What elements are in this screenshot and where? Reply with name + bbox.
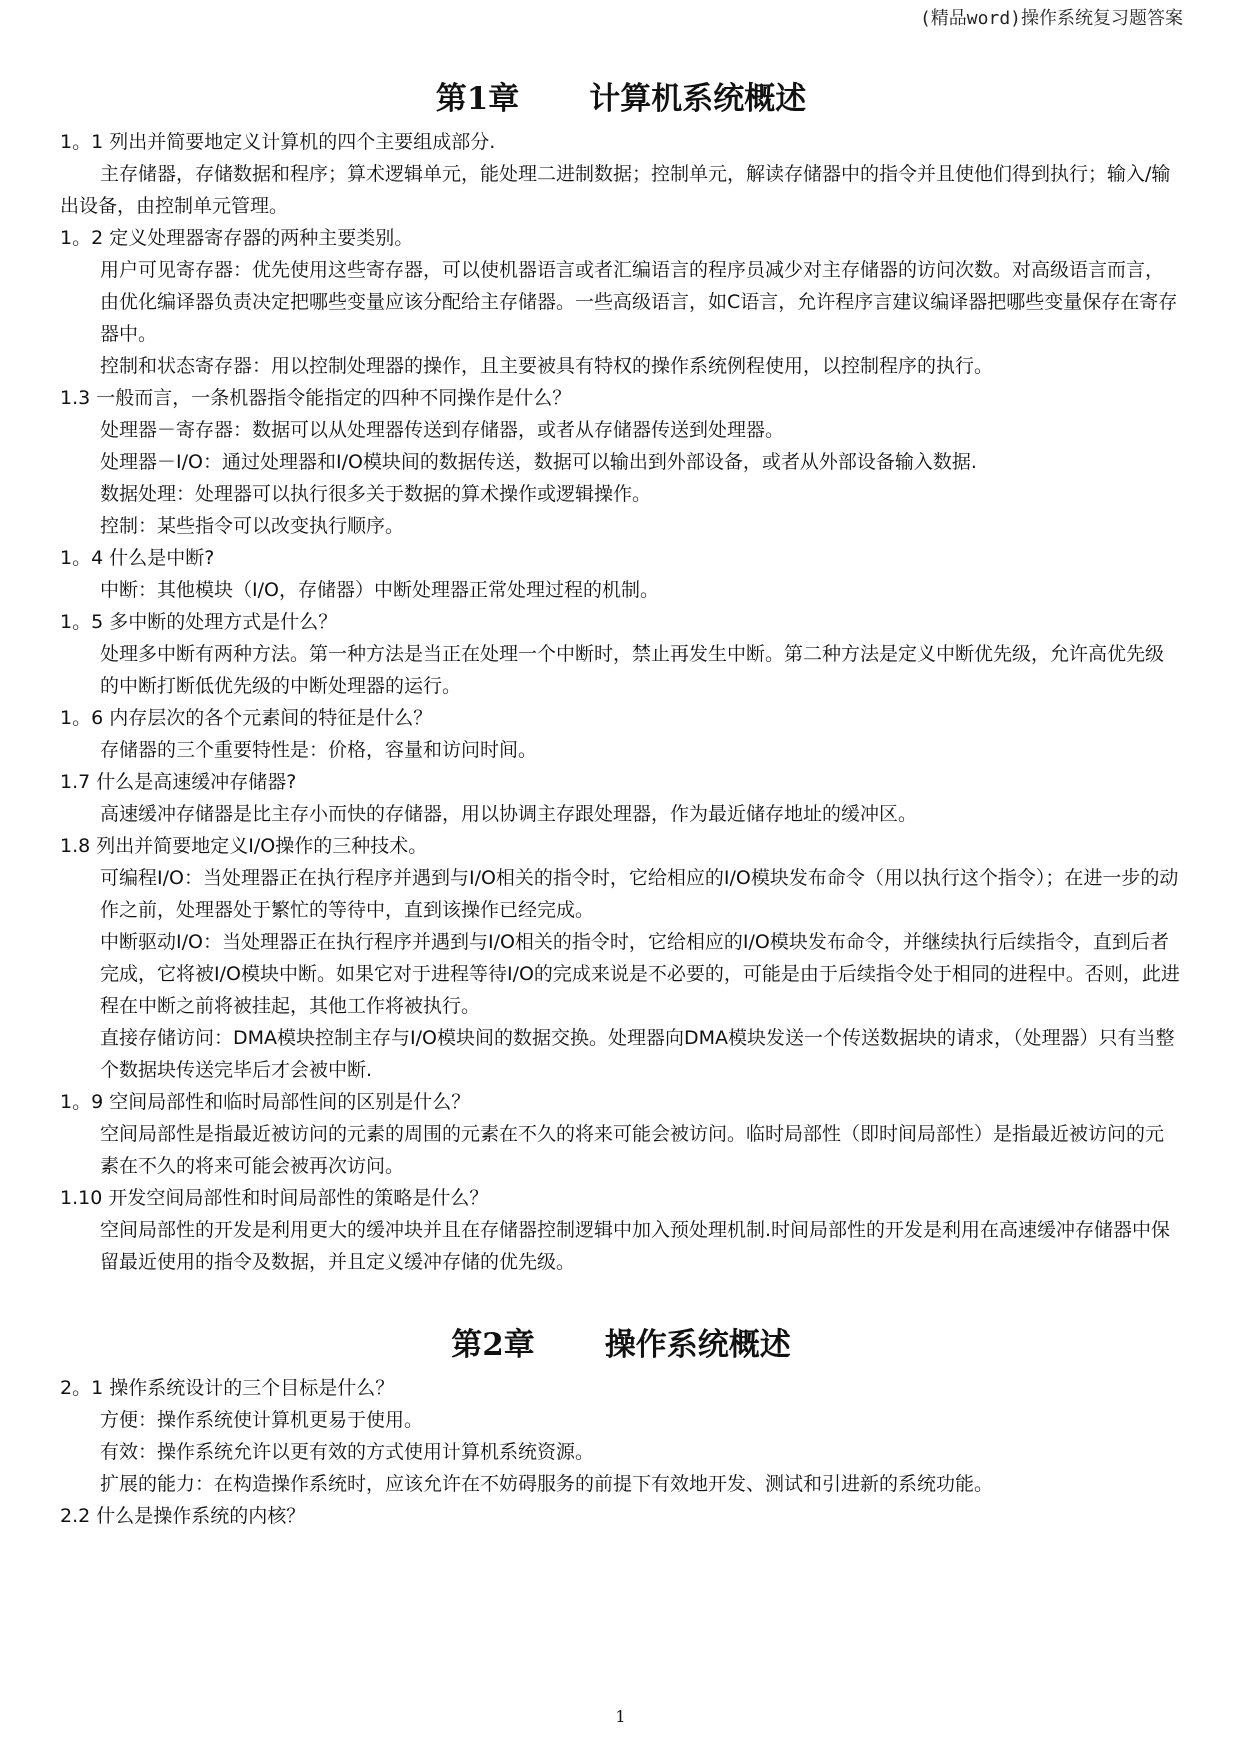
- answer: 处理器－寄存器：数据可以从处理器传送到存储器，或者从存储器传送到处理器。: [100, 419, 785, 441]
- answer: 高速缓冲存储器是比主存小而快的存储器，用以协调主存跟处理器，作为最近储存地址的缓冲区。: [100, 803, 918, 825]
- question: 1。4 什么是中断?: [60, 547, 215, 569]
- answer: 主存储器，存储数据和程序；算术逻辑单元，能处理二进制数据；控制单元，解读存储器中的指令并且使他们得到执行；输入/输出设备，由控制单元管理。: [60, 163, 1171, 217]
- answer: 控制和状态寄存器：用以控制处理器的操作，且主要被具有特权的操作系统例程使用，以控制程序的执行。: [100, 355, 994, 377]
- answer: 存储器的三个重要特性是：价格，容量和访问时间。: [100, 739, 538, 761]
- document-body: [60, 62, 1182, 1532]
- question: 2.2 什么是操作系统的内核？: [60, 1505, 306, 1527]
- chapter-1-heading: [60, 76, 1182, 122]
- answer: 控制：某些指令可以改变执行顺序。: [100, 515, 405, 537]
- answer: 方便：操作系统使计算机更易于使用。: [100, 1409, 424, 1431]
- chapter-number: 第1章: [435, 81, 520, 117]
- answer: 空间局部性的开发是利用更大的缓冲块并且在存储器控制逻辑中加入预处理机制.时间局部性的开发是利用在高速缓冲存储器中保留最近使用的指令及数据，并且定义缓冲存储的优先级。: [100, 1219, 1171, 1273]
- question: 1。1 列出并简要地定义计算机的四个主要组成部分.: [60, 131, 496, 153]
- chapter-number: 第2章: [451, 1327, 535, 1363]
- answer: 处理器－I/O：通过处理器和I/O模块间的数据传送，数据可以输出到外部设备，或者从外部设备输入数据.: [100, 451, 977, 473]
- running-header: (精品word)操作系统复习题答案: [919, 8, 1183, 29]
- answer: 空间局部性是指最近被访问的元素的周围的元素在不久的将来可能会被访问。临时局部性（即时间局部性）是指最近被访问的元素在不久的将来可能会被再次访问。: [100, 1123, 1165, 1177]
- question: 1.7 什么是高速缓冲存储器?: [60, 771, 297, 793]
- question: 2。1 操作系统设计的三个目标是什么？: [60, 1377, 395, 1399]
- question: 1。2 定义处理器寄存器的两种主要类别。: [60, 227, 414, 249]
- chapter-title: 计算机系统概述: [589, 81, 807, 117]
- question: 1。6 内存层次的各个元素间的特征是什么？: [60, 707, 433, 729]
- question: 1.8 列出并简要地定义I/O操作的三种技术。: [60, 835, 428, 857]
- question: 1。9 空间局部性和临时局部性间的区别是什么？: [60, 1091, 471, 1113]
- question: 1。5 多中断的处理方式是什么？: [60, 611, 338, 633]
- section-gap: [60, 1278, 1182, 1308]
- chapter-title: 操作系统概述: [604, 1327, 791, 1363]
- question: 1.10 开发空间局部性和时间局部性的策略是什么？: [60, 1187, 489, 1209]
- chapter-2-heading: [60, 1322, 1182, 1368]
- question: 1.3 一般而言，一条机器指令能指定的四种不同操作是什么？: [60, 387, 572, 409]
- page-number: 1: [615, 1707, 626, 1726]
- answer: 处理多中断有两种方法。第一种方法是当正在处理一个中断时，禁止再发生中断。第二种方法是定义中断优先级，允许高优先级的中断打断低优先级的中断处理器的运行。: [100, 643, 1165, 697]
- answer: 有效：操作系统允许以更有效的方式使用计算机系统资源。: [100, 1441, 595, 1463]
- answer: 用户可见寄存器：优先使用这些寄存器，可以使机器语言或者汇编语言的程序员减少对主存储器的访问次数。对高级语言而言，由优化编译器负责决定把哪些变量应该分配给主存储器。一些高级语言，如C语言，允许程序言建议编译器把哪些变量保存在寄存器中。: [100, 259, 1178, 345]
- answer: 中断驱动I/O：当处理器正在执行程序并遇到与I/O相关的指令时，它给相应的I/O模块发布命令，并继续执行后续指令，直到后者完成，它将被I/O模块中断。如果它对于进程等待I/O的完成来说是不必要的，可能是由于后续指令处于相同的进程中。否则，此进程在中断之前将被挂起，其他工作将被执行。: [100, 931, 1180, 1017]
- answer: 直接存储访问：DMA模块控制主存与I/O模块间的数据交换。处理器向DMA模块发送一个传送数据块的请求，（处理器）只有当整个数据块传送完毕后才会被中断.: [100, 1027, 1175, 1081]
- answer: 可编程I/O：当处理器正在执行程序并遇到与I/O相关的指令时，它给相应的I/O模块发布命令（用以执行这个指令）；在进一步的动作之前，处理器处于繁忙的等待中，直到该操作已经完成。: [100, 867, 1179, 921]
- answer: 扩展的能力：在构造操作系统时，应该允许在不妨碍服务的前提下有效地开发、测试和引进新的系统功能。: [100, 1473, 994, 1495]
- answer: 数据处理：处理器可以执行很多关于数据的算术操作或逻辑操作。: [100, 483, 652, 505]
- answer: 中断：其他模块（I/O，存储器）中断处理器正常处理过程的机制。: [100, 579, 659, 601]
